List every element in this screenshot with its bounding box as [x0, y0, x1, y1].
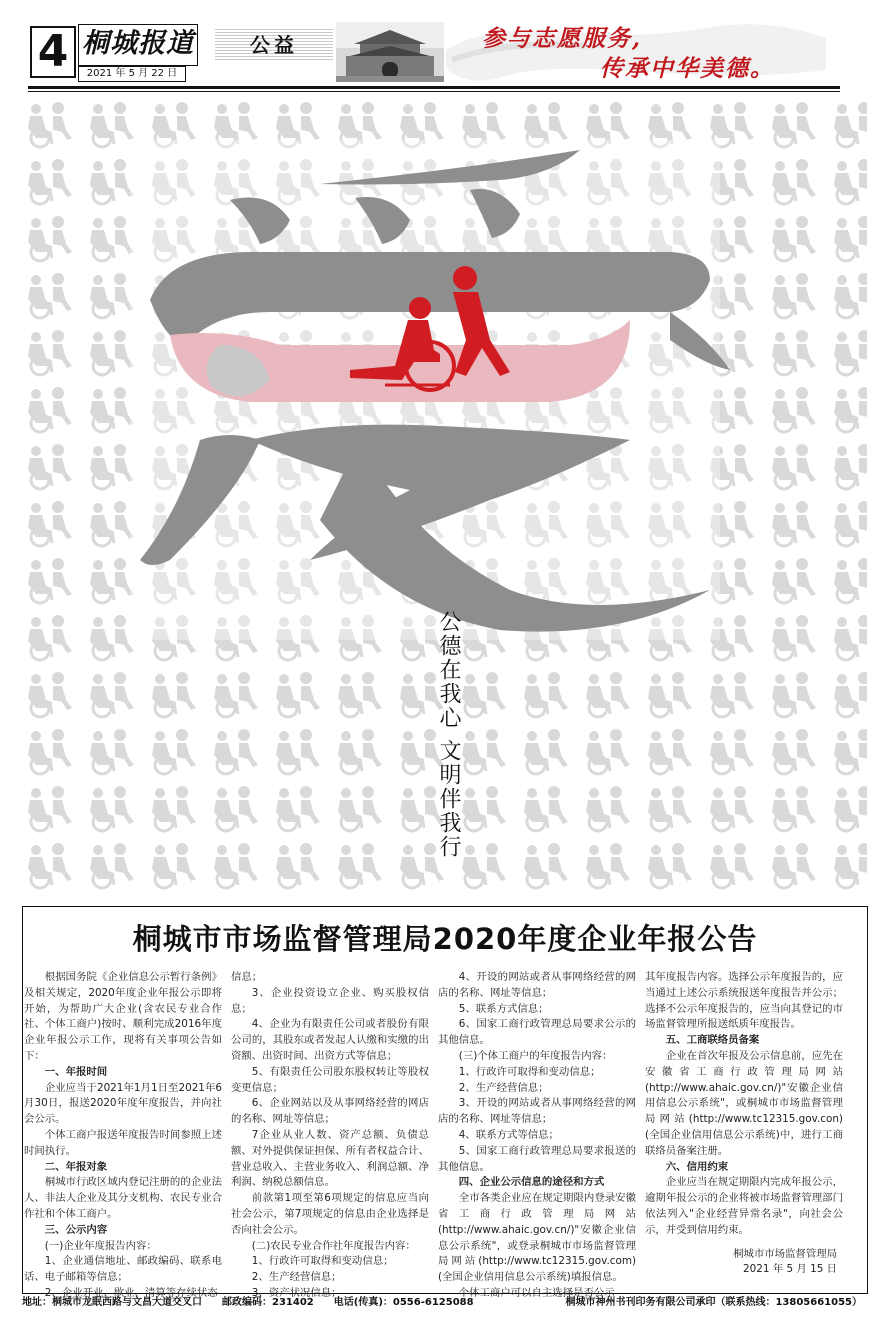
paragraph: 其年度报告内容。选择公示年度报告的，应当通过上述公示系统报送年度报告并公示；选择不公示年度报告的，应当向其登记的市场监督管理所报送纸质年度报告。 [645, 971, 843, 1031]
slogan-line2: 传承中华美德。 [600, 55, 775, 82]
notice-column-3 [438, 970, 636, 1302]
paragraph: 2、生产经营信息； [458, 1081, 549, 1094]
paragraph: 桐城市行政区域内登记注册的的企业法人、非法人企业及其分支机构、农民专业合作社和个体工商户。 [24, 1176, 222, 1220]
paragraph: 企业应当在规定期限内完成年报公示，逾期年报公示的企业将被市场监督管理部门依法列入"企业经营异常名录"，向社会公示，并受到信用约束。 [645, 1176, 843, 1236]
section-heading: 三、公示内容 [44, 1223, 108, 1236]
masthead: 桐城报道 [78, 24, 198, 66]
paragraph: 2、企业开业、歇业、清算等存续状态 [44, 1286, 218, 1299]
section-name: 公益 [215, 28, 333, 62]
paragraph: 5、有限责任公司股东股权转让等股权变更信息； [231, 1065, 429, 1094]
paragraph: 1、行政许可取得和变动信息； [458, 1065, 601, 1078]
paragraph: 6、企业网站以及从事网络经营的网店的名称、网址等信息； [231, 1097, 429, 1126]
footer-address: 地址：桐城市龙眠西路与文昌大道交叉口 邮政编码：231402 电话(传真)：0556-6125088 [22, 1297, 474, 1308]
paragraph: 企业在首次年报及公示信息前，应先在安徽省工商行政管理局网站(http://www.ahaic.gov.cn/)"安徽企业信用信息公示系统"，或桐城市市场监督管理局网站(http://www.tc12315.gov.con)(全国企业信用信息公示系统)中，进行工商联络员备案注册。 [645, 1049, 843, 1157]
paragraph: 3、资产状况信息； [251, 1286, 342, 1299]
page-footer [22, 1293, 866, 1312]
section-heading: 二、年报对象 [44, 1160, 108, 1173]
paragraph: 7企业从业人数、资产总额、负债总额、对外提供保证担保、所有者权益合计、营业总收入、主营业务收入、利润总额、净利润、纳税总额信息。 [231, 1128, 429, 1189]
signature-date: 2021 年 5 月 15 日 [743, 1263, 837, 1276]
paragraph: 3、开设的网站或者从事网络经营的网店的名称、网址等信息； [438, 1097, 636, 1126]
signature-org: 桐城市市场监督管理局 [733, 1247, 837, 1260]
paragraph: (三)个体工商户的年度报告内容： [458, 1049, 613, 1062]
paragraph: 个体工商户可以自主选择是否公示 [458, 1286, 615, 1299]
notice-body [24, 970, 843, 1299]
paragraph: 根据国务院《企业信息公示暂行条例》及相关规定，2020年度企业年报公示即将开始，为帮助广大企业(含农民专业合作社、个体工商户)按时、顺利完成2016年度企业年报公示工作，现将有关事项公告如下： [24, 971, 222, 1062]
paragraph: 前款第1项至第6项规定的信息应当向社会公示，第7项规定的信息由企业选择是否向社会公示。 [231, 1192, 429, 1236]
section-heading: 四、企业公示信息的途径和方式 [458, 1176, 605, 1189]
paragraph: 1、企业通信地址、邮政编码、联系电话、电子邮箱等信息； [24, 1255, 222, 1284]
issue-date: 2021 年 5 月 22 日 [78, 66, 186, 82]
love-character-art [110, 140, 730, 650]
city-gate-photo [336, 22, 444, 82]
paragraph: 4、联系方式等信息； [458, 1128, 559, 1141]
notice-column-4 [645, 970, 843, 1278]
header-rule-thin [28, 91, 840, 92]
slogan [446, 20, 826, 82]
paragraph: 6、国家工商行政管理总局要求公示的其他信息。 [438, 1018, 636, 1047]
header-rule [28, 86, 840, 89]
paragraph: 1、行政许可取得和变动信息； [251, 1255, 394, 1268]
paragraph: 2、生产经营信息； [251, 1271, 342, 1284]
page-header [0, 0, 887, 95]
paragraph: 企业应当于2021年1月1日至2021年6月30日，报送2020年度年度报告，并向社会公示。 [24, 1081, 222, 1126]
paragraph: 个体工商户报送年度报告时间参照上述时间执行。 [24, 1128, 222, 1157]
paragraph: 3、企业投资设立企业、购买股权信息； [231, 986, 429, 1015]
footer-printer: 桐城市神州书刊印务有限公司承印（联系热线：13805661055） [565, 1297, 862, 1308]
notice-column-1 [24, 970, 222, 1302]
paragraph: (一)企业年度报告内容： [44, 1239, 157, 1252]
paragraph: 5、联系方式信息； [458, 1002, 549, 1015]
paragraph: 5、国家工商行政管理总局要求报送的其他信息。 [438, 1144, 636, 1173]
slogan-line1: 参与志愿服务, [482, 25, 643, 52]
section-heading: 六、信用约束 [665, 1160, 729, 1173]
section-heading: 五、工商联络员备案 [665, 1034, 760, 1047]
notice-column-2 [231, 970, 429, 1302]
paragraph: 信息； [231, 971, 263, 983]
paragraph: 4、开设的网站或者从事网络经营的网店的名称、网址等信息； [438, 971, 636, 999]
page-number: 4 [30, 26, 76, 78]
paragraph: (二)农民专业合作社年度报告内容： [251, 1239, 416, 1252]
vertical-slogan: 公德在我心 文明伴我行 [436, 610, 461, 859]
notice-title: 桐城市市场监督管理局2020年度企业年报公告 [132, 922, 758, 956]
paragraph: 4、企业为有限责任公司或者股份有限公司的，其股东或者发起人认缴和实缴的出资额、出资时间、出资方式等信息； [231, 1018, 429, 1062]
paragraph: 全市各类企业应在规定期限内登录安徽省工商行政管理局网站(http://www.ahaic.gov.cn/)"安徽企业信息公示系统"，或登录桐城市市场监督管理局网站(http://www.tc12315.gov.com)(全国企业信用信息公示系统)填报信息。 [438, 1192, 636, 1284]
section-heading: 一、年报时间 [44, 1065, 108, 1078]
love-character-icon [110, 140, 730, 650]
